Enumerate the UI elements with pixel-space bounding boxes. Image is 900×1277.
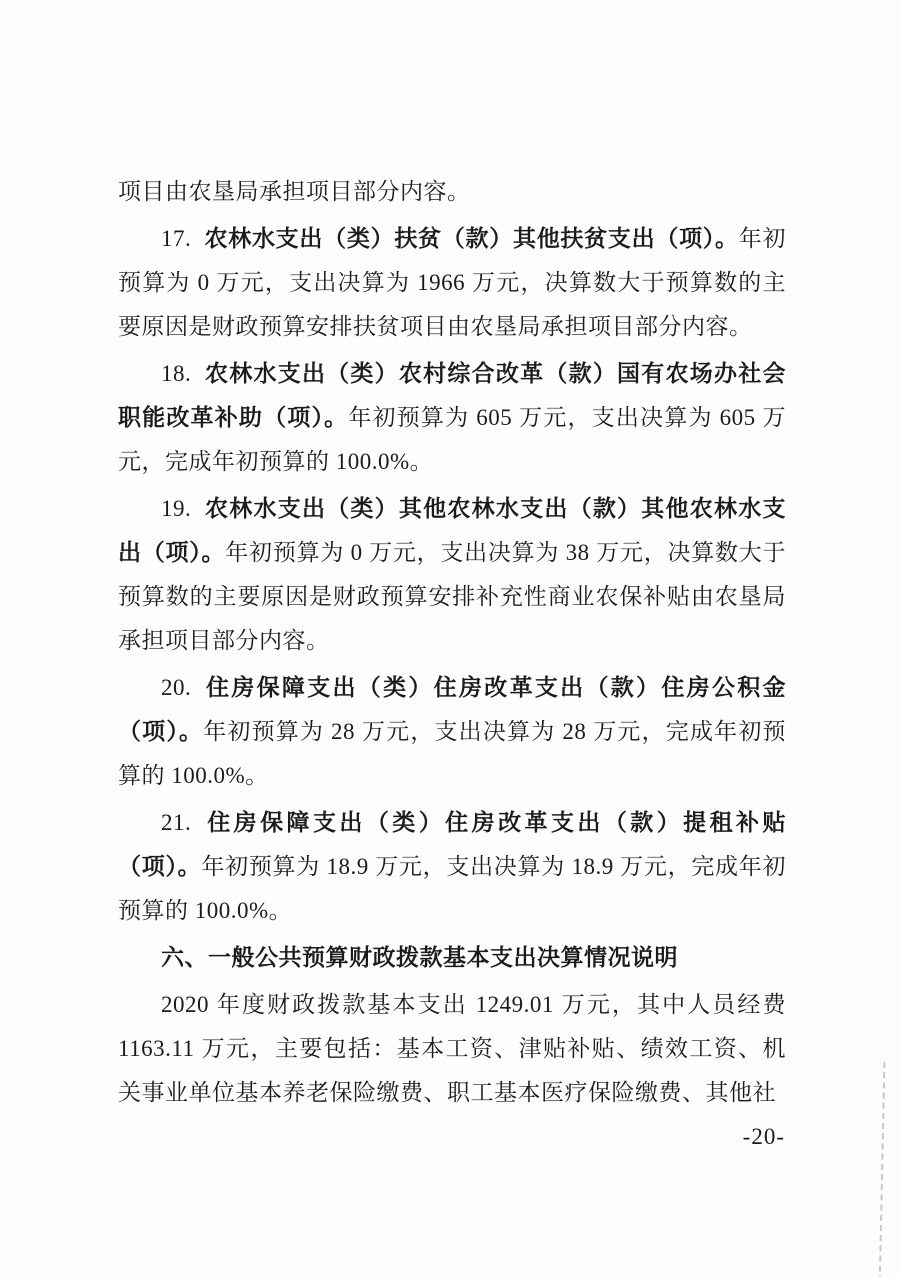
item-number: 19. bbox=[161, 496, 192, 521]
section-body: 2020 年度财政拨款基本支出 1249.01 万元，其中人员经费 1163.11 万元，主要包括：基本工资、津贴补贴、绩效工资、机关事业单位基本养老保险缴费、职工基本医疗保险缴费、其他社 bbox=[118, 992, 786, 1105]
item-heading: 农林水支出（类）扶贫（款）其他扶贫支出（项）。 bbox=[204, 226, 739, 251]
paragraph-item-19 bbox=[118, 487, 786, 663]
item-heading: 住房保障支出（类）住房改革支出（款）住房公积金（项）。 bbox=[118, 675, 786, 744]
item-body: 年初预算为 605 万元，支出决算为 605 万元，完成年初预算的 100.0%。 bbox=[118, 405, 787, 474]
item-heading: 农林水支出（类）农村综合改革（款）国有农场办社会职能改革补助（项）。 bbox=[118, 361, 786, 430]
page-text-block bbox=[118, 170, 786, 1118]
item-heading: 农林水支出（类）其他农林水支出（款）其他农林水支出（项）。 bbox=[118, 496, 786, 565]
continuation-text: 项目由农垦局承担项目部分内容。 bbox=[118, 179, 471, 204]
item-number: 18. bbox=[161, 361, 192, 386]
page-number: -20- bbox=[742, 1124, 785, 1149]
item-body: 年初预算为 0 万元，支出决算为 1966 万元，决算数大于预算数的主要原因是财政预算安排扶贫项目由农垦局承担项目部分内容。 bbox=[118, 226, 787, 339]
item-heading: 住房保障支出（类）住房改革支出（款）提租补贴（项）。 bbox=[118, 810, 786, 879]
section-heading: 六、一般公共预算财政拨款基本支出决算情况说明 bbox=[161, 945, 678, 970]
scan-edge-artifact bbox=[879, 1062, 886, 1277]
item-body: 年初预算为 18.9 万元，支出决算为 18.9 万元，完成年初预算的 100.0%。 bbox=[118, 854, 787, 923]
section-heading-paragraph bbox=[118, 936, 786, 980]
item-number: 21. bbox=[161, 810, 192, 835]
paragraph-item-21 bbox=[118, 801, 786, 933]
item-number: 17. bbox=[161, 226, 192, 251]
paragraph-item-17 bbox=[118, 217, 786, 349]
item-number: 20. bbox=[161, 675, 192, 700]
item-body: 年初预算为 28 万元，支出决算为 28 万元，完成年初预算的 100.0%。 bbox=[118, 719, 787, 788]
continuation-paragraph bbox=[118, 170, 786, 214]
item-body: 年初预算为 0 万元，支出决算为 38 万元，决算数大于预算数的主要原因是财政预算安排补充性商业农保补贴由农垦局承担项目部分内容。 bbox=[118, 540, 787, 653]
section-body-paragraph bbox=[118, 983, 786, 1115]
paragraph-item-18 bbox=[118, 352, 786, 484]
paragraph-item-20 bbox=[118, 666, 786, 798]
